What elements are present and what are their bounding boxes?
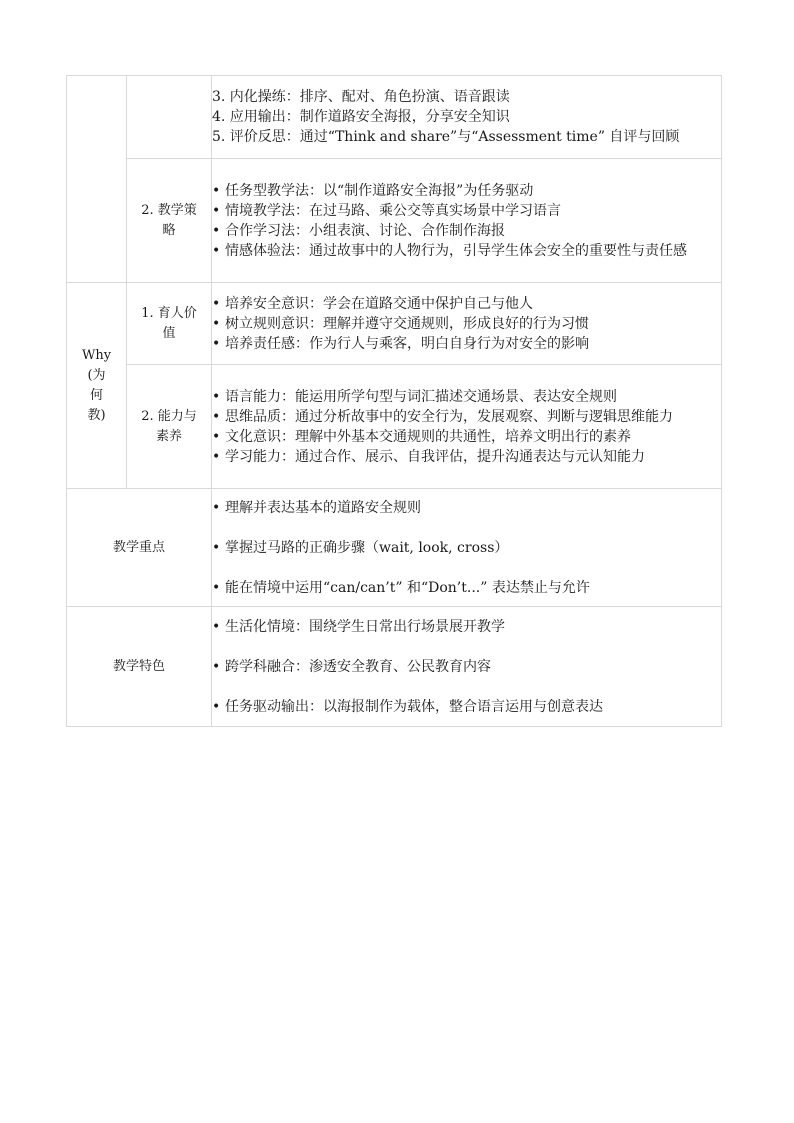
how-category-cell [67,76,127,283]
list-item: • 学习能力：通过合作、展示、自我评估，提升沟通表达与元认知能力 [212,448,645,465]
table-row [67,607,722,727]
key-points-content [212,489,722,607]
why-label: Why (为何教) [67,283,127,489]
lesson-plan-table [66,75,722,727]
table-row [67,159,722,283]
list-item: 5. 评价反思：通过“Think and share”与“Assessment time” 自评与回顾 [212,129,680,145]
list-item: • 任务型教学法：以“制作道路安全海报”为任务驱动 [212,182,534,199]
how-process-label-cell [127,76,212,159]
list-item: 4. 应用输出：制作道路安全海报，分享安全知识 [212,109,510,125]
bullet-icon: • [212,698,221,715]
bullet-icon: • [212,428,221,445]
bullet-icon: • [212,408,221,425]
bullet-icon: • [212,579,221,596]
list-item: • 合作学习法：小组表演、讨论、合作制作海报 [212,222,505,239]
bullet-icon: • [212,182,221,199]
list-item: • 任务驱动输出：以海报制作为载体，整合语言运用与创意表达 [212,698,603,715]
list-item: • 语言能力：能运用所学句型与词汇描述交通场景、表达安全规则 [212,388,617,405]
list-item: • 情感体验法：通过故事中的人物行为，引导学生体会安全的重要性与责任感 [212,242,687,259]
strategy-label: 2. 教学策略 [127,159,212,283]
list-item: • 掌握过马路的正确步骤（wait, look, cross） [212,539,509,556]
bullet-icon: • [212,222,221,239]
bullet-icon: • [212,202,221,219]
education-value-content [212,283,722,365]
bullet-icon: • [212,242,221,259]
list-item: • 理解并表达基本的道路安全规则 [212,499,421,516]
list-item: • 生活化情境：围绕学生日常出行场景展开教学 [212,618,505,635]
bullet-icon: • [212,295,221,312]
list-item: • 文化意识：理解中外基本交通规则的共通性，培养文明出行的素养 [212,428,631,445]
list-item: • 培养责任感：作为行人与乘客，明白自身行为对安全的影响 [212,335,589,352]
features-content [212,607,722,727]
strategy-content-cell [212,159,722,283]
list-item: • 培养安全意识：学会在道路交通中保护自己与他人 [212,295,533,312]
bullet-icon: • [212,658,221,675]
list-item: • 树立规则意识：理解并遵守交通规则，形成良好的行为习惯 [212,315,589,332]
bullet-icon: • [212,388,221,405]
bullet-icon: • [212,499,221,516]
ability-content [212,365,722,489]
bullet-icon: • [212,448,221,465]
features-label: 教学特色 [67,607,212,727]
list-item: • 思维品质：通过分析故事中的安全行为，发展观察、判断与逻辑思维能力 [212,408,673,425]
table-row [67,283,722,365]
key-points-label: 教学重点 [67,489,212,607]
list-item: 3. 内化操练：排序、配对、角色扮演、语音跟读 [212,89,510,105]
bullet-icon: • [212,618,221,635]
table-row [67,76,722,159]
list-item: • 能在情境中运用“can/can’t” 和“Don’t...” 表达禁止与允许 [212,579,590,596]
how-process-content-cell [212,76,722,159]
list-item: • 情境教学法：在过马路、乘公交等真实场景中学习语言 [212,202,561,219]
ability-label: 2. 能力与素养 [127,365,212,489]
table-row [67,489,722,607]
bullet-icon: • [212,335,221,352]
table-row [67,365,722,489]
education-value-label: 1. 育人价值 [127,283,212,365]
list-item: • 跨学科融合：渗透安全教育、公民教育内容 [212,658,491,675]
bullet-icon: • [212,539,221,556]
bullet-icon: • [212,315,221,332]
